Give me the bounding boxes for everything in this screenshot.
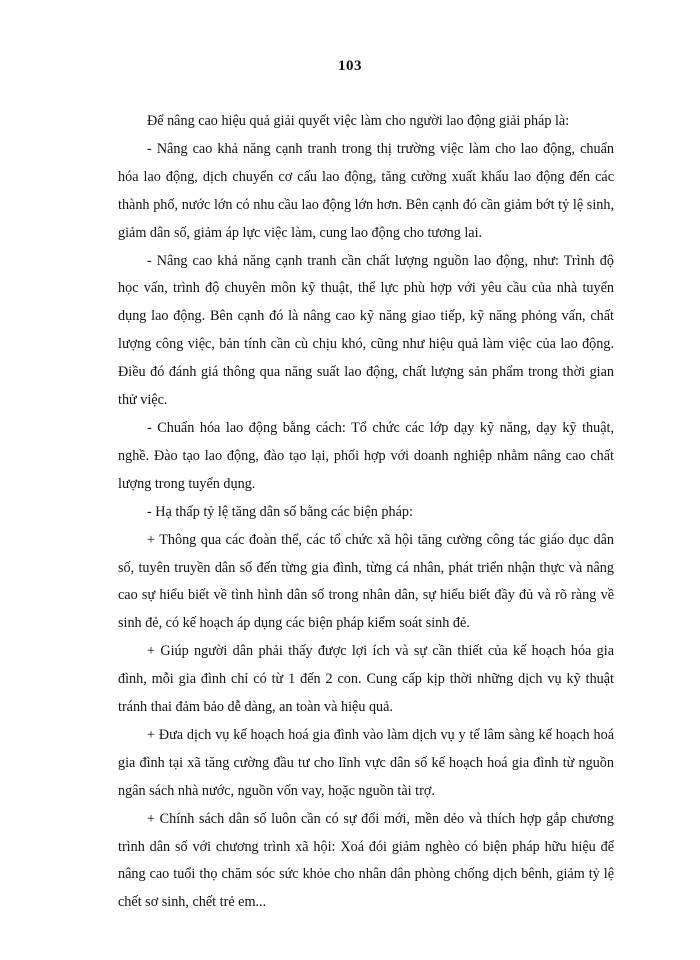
- paragraph: + Chính sách dân số luôn cần có sự đổi mới, mền dẻo và thích hợp gắp chương trình dân số với chương trình xã hội: Xoá đói giảm nghèo có biện pháp hữu hiệu để nâng cao tuổi thọ chăm sóc sức khỏe cho nhân dân phòng chống dịch bênh, giảm tỷ lệ chết sơ sinh, chết trẻ em...: [118, 810, 614, 911]
- page-number: 103: [338, 58, 362, 74]
- paragraph: - Nâng cao khả năng cạnh tranh trong thị trường việc làm cho lao động, chuẩn hóa lao động, dịch chuyển cơ cấu lao động, tăng cường xuất khẩu lao động đến các thành phố, nước lớn có nhu cầu lao động lớn hơn. Bên cạnh đó cần giảm bớt tỷ lệ sinh, giảm dân số, giảm áp lực việc làm, cung lao động cho tương lai.: [118, 140, 614, 241]
- paragraph: + Đưa dịch vụ kế hoạch hoá gia đình vào làm dịch vụ y tế lâm sàng kế hoạch hoá gia đình tại xã tăng cường đầu tư cho lĩnh vực dân số kế hoạch hoá gia đình từ nguồn ngân sách nhà nước, nguồn vốn vay, hoặc nguồn tài trợ.: [118, 726, 614, 799]
- paragraph: - Nâng cao khả năng cạnh tranh cần chất lượng nguồn lao động, như: Trình độ học vấn, trình độ chuyên môn kỹ thuật, thể lực phù hợp với yêu cầu của nhà tuyển dụng lao động. Bên cạnh đó là nâng cao kỹ năng giao tiếp, kỹ năng phỏng vấn, chất lượng công việc, bản tính cần cù chịu khó, cũng như hiệu quả làm việc của lao động. Điều đó đánh giá thông qua năng suất lao động, chất lượng sản phẩm trong thời gian thử việc.: [118, 252, 614, 409]
- body-text: [118, 108, 614, 917]
- paragraph: - Hạ thấp tỷ lệ tăng dân số bằng các biện pháp:: [147, 503, 413, 520]
- paragraph: + Giúp người dân phải thấy được lợi ích và sự cần thiết của kế hoạch hóa gia đình, mỗi gia đình chỉ có từ 1 đến 2 con. Cung cấp kịp thời những dịch vụ kỹ thuật tránh thai đảm bảo dễ dàng, an toàn và hiệu quả.: [118, 643, 614, 716]
- paragraph-intro: Để nâng cao hiệu quả giải quyết việc làm cho người lao động giải pháp là:: [147, 113, 570, 129]
- paragraph: + Thông qua các đoàn thể, các tổ chức xã hội tăng cường công tác giáo dục dân số, tuyên truyền dân số đến từng gia đình, từng cá nhân, phát triển nhận thực và nâng cao sự hiểu biết về tình hình dân số trong nhân dân, sự hiểu biết đầy đủ và rõ ràng về sinh đẻ, có kế hoạch áp dụng các biện pháp kiểm soát sinh đẻ.: [118, 531, 614, 632]
- paragraph: - Chuẩn hóa lao động bằng cách: Tổ chức các lớp dạy kỹ năng, dạy kỹ thuật, nghề. Đào tạo lao động, đào tạo lại, phối hợp với doanh nghiệp nhằm nâng cao chất lượng trong tuyển dụng.: [118, 419, 614, 492]
